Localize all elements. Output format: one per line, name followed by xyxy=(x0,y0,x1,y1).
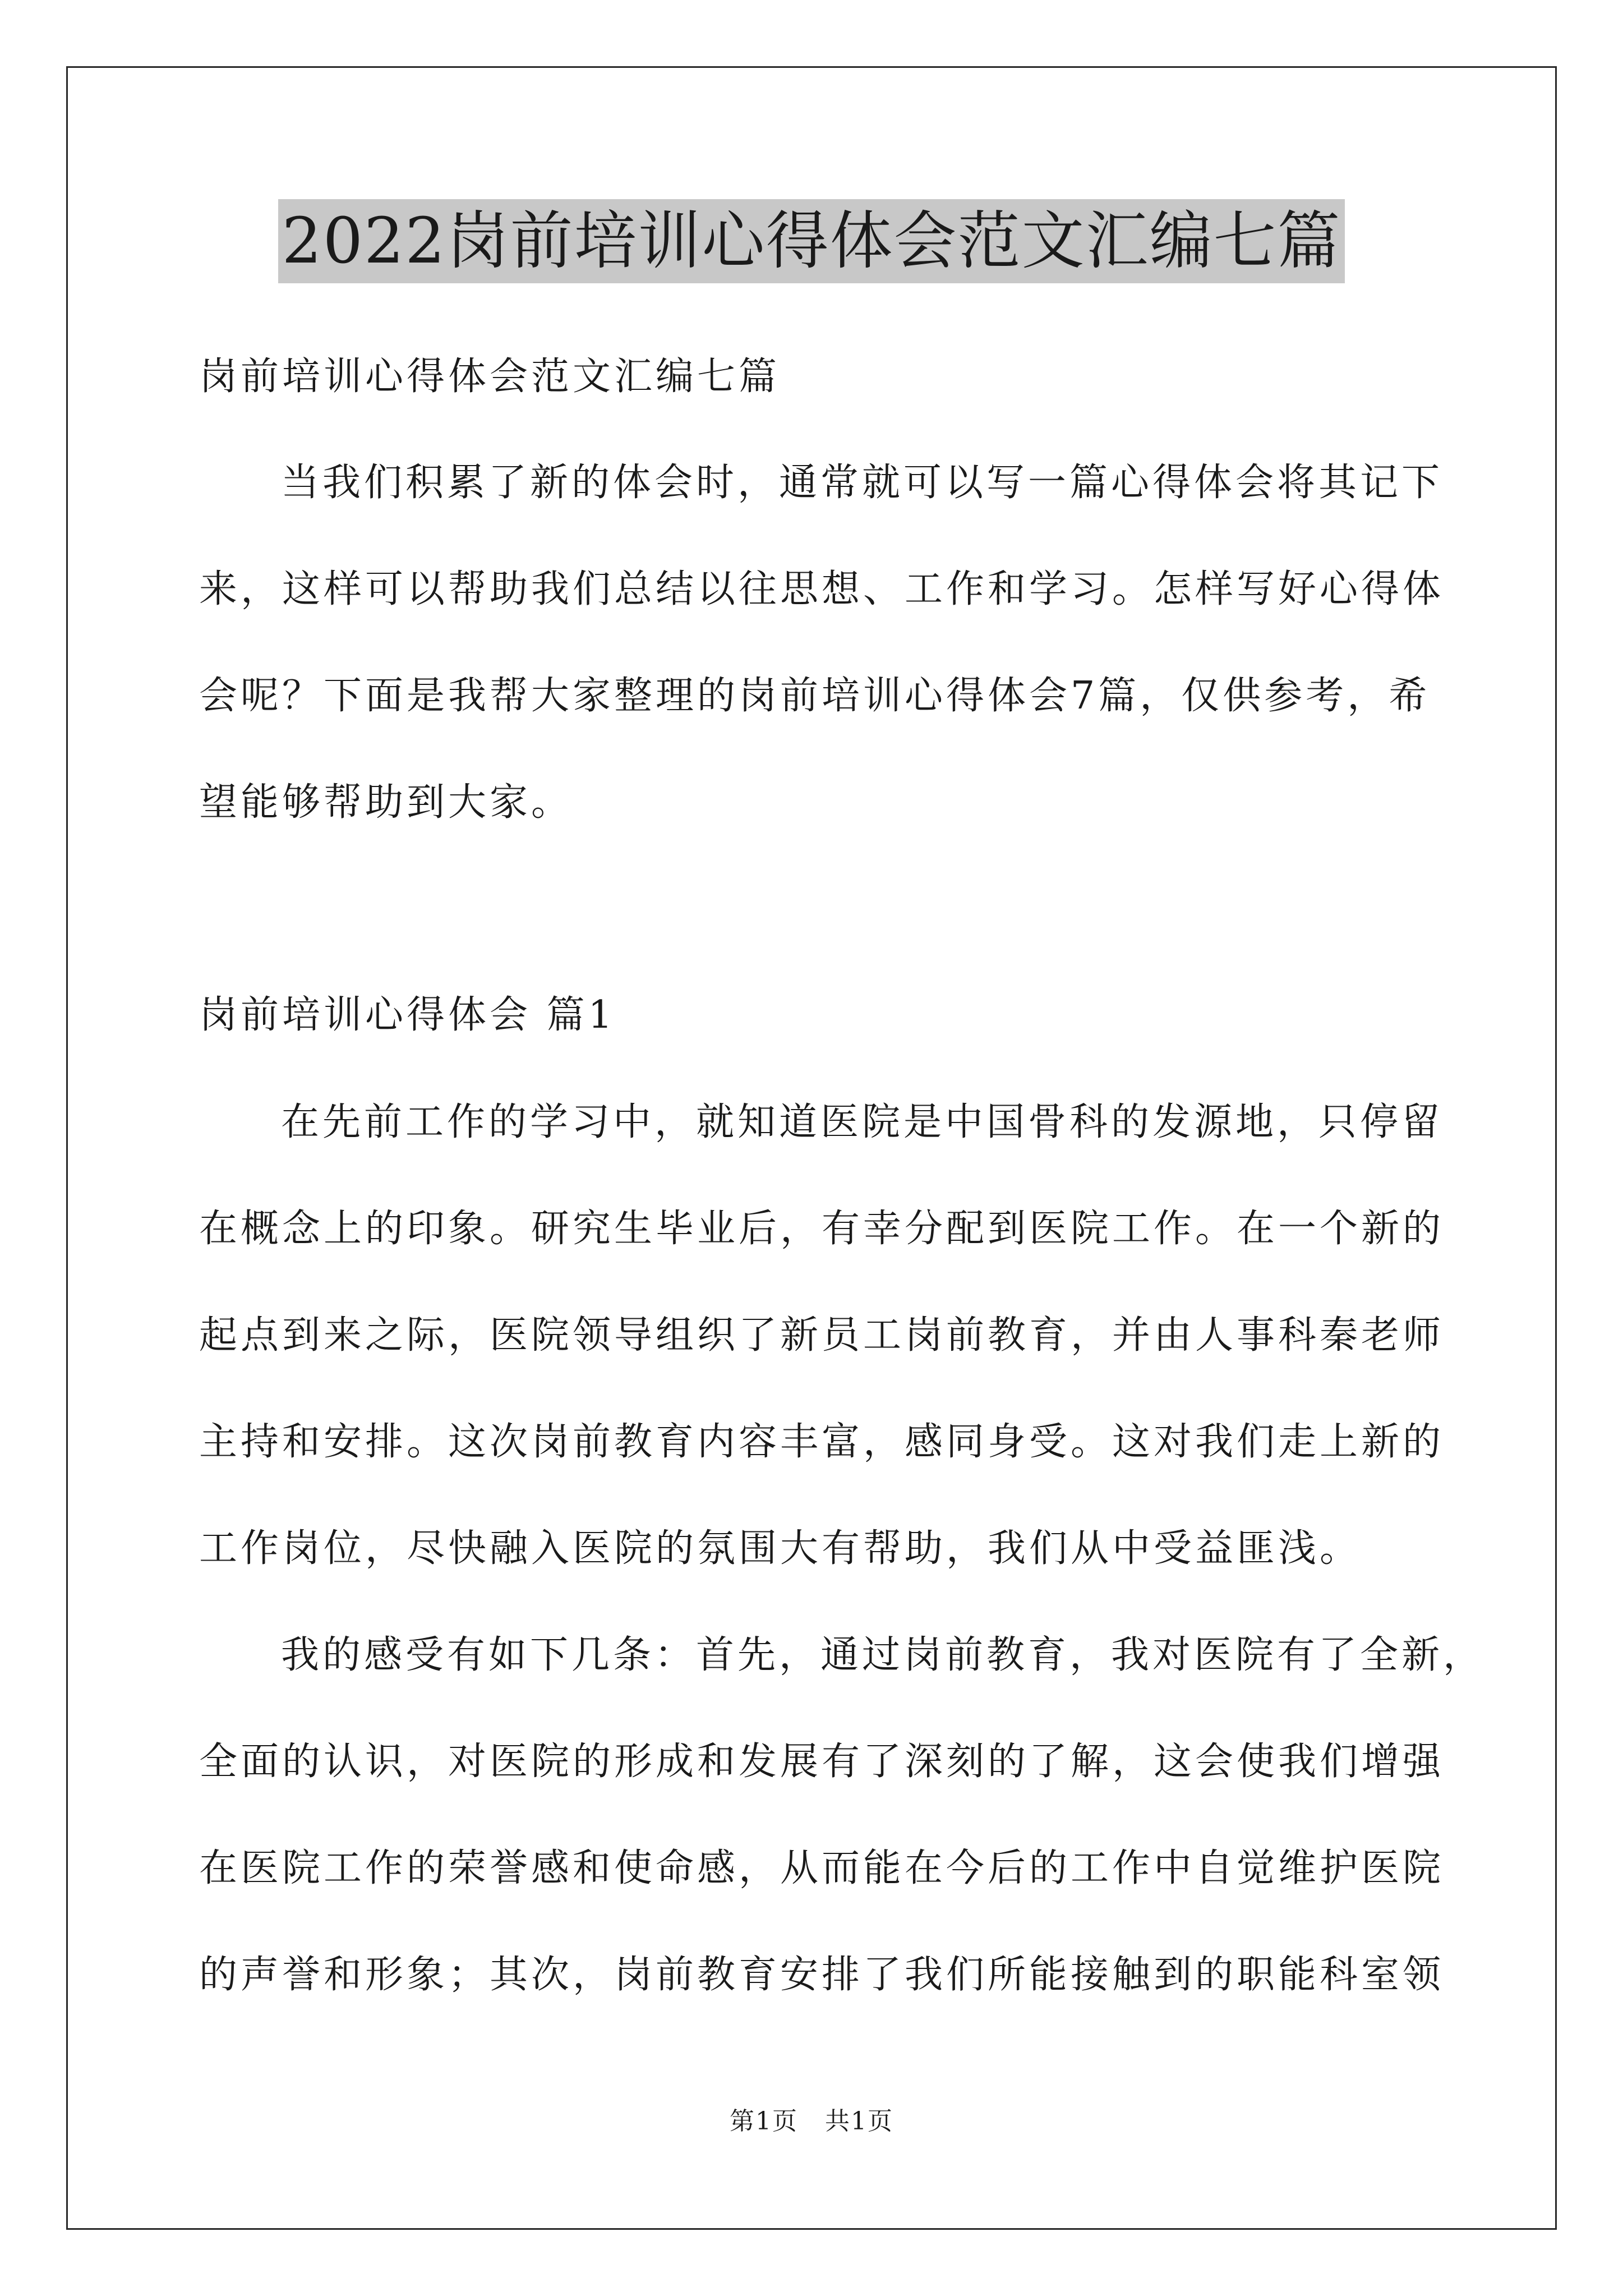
intro-line: 会呢？下面是我帮大家整理的岗前培训心得体会7篇，仅供参考，希 xyxy=(199,674,1431,718)
page-footer xyxy=(0,2105,1623,2138)
paragraph-line: 主持和安排。这次岗前教育内容丰富，感同身受。这对我们走上新的 xyxy=(199,1420,1445,1464)
paragraph-line: 起点到来之际，医院领导组织了新员工岗前教育，并由人事科秦老师 xyxy=(199,1313,1445,1358)
title-block xyxy=(0,199,1623,283)
document-subtitle: 岗前培训心得体会范文汇编七篇 xyxy=(199,355,781,399)
paragraph-line: 在先前工作的学习中，就知道医院是中国骨科的发源地，只停留 xyxy=(281,1100,1444,1144)
section-heading: 岗前培训心得体会 篇1 xyxy=(199,993,616,1037)
paragraph-line: 在概念上的印象。研究生毕业后，有幸分配到医院工作。在一个新的 xyxy=(199,1207,1445,1251)
paragraph-line: 全面的认识，对医院的形成和发展有了深刻的了解，这会使我们增强 xyxy=(199,1740,1445,1784)
intro-line: 当我们积累了新的体会时，通常就可以写一篇心得体会将其记下 xyxy=(281,461,1444,505)
intro-line: 望能够帮助到大家。 xyxy=(199,780,573,825)
page-number-current: 第1页 xyxy=(730,2107,798,2136)
document-title: 2022岗前培训心得体会范文汇编七篇 xyxy=(278,199,1344,283)
paragraph-line: 我的感受有如下几条：首先，通过岗前教育，我对医院有了全新， xyxy=(281,1633,1485,1677)
paragraph-line: 的声誉和形象；其次，岗前教育安排了我们所能接触到的职能科室领 xyxy=(199,1953,1445,1997)
intro-line: 来，这样可以帮助我们总结以往思想、工作和学习。怎样写好心得体 xyxy=(199,567,1445,611)
paragraph-line: 在医院工作的荣誉感和使命感，从而能在今后的工作中自觉维护医院 xyxy=(199,1846,1445,1890)
page-number-total: 共1页 xyxy=(825,2107,893,2136)
paragraph-line: 工作岗位，尽快融入医院的氛围大有帮助，我们从中受益匪浅。 xyxy=(199,1526,1362,1571)
